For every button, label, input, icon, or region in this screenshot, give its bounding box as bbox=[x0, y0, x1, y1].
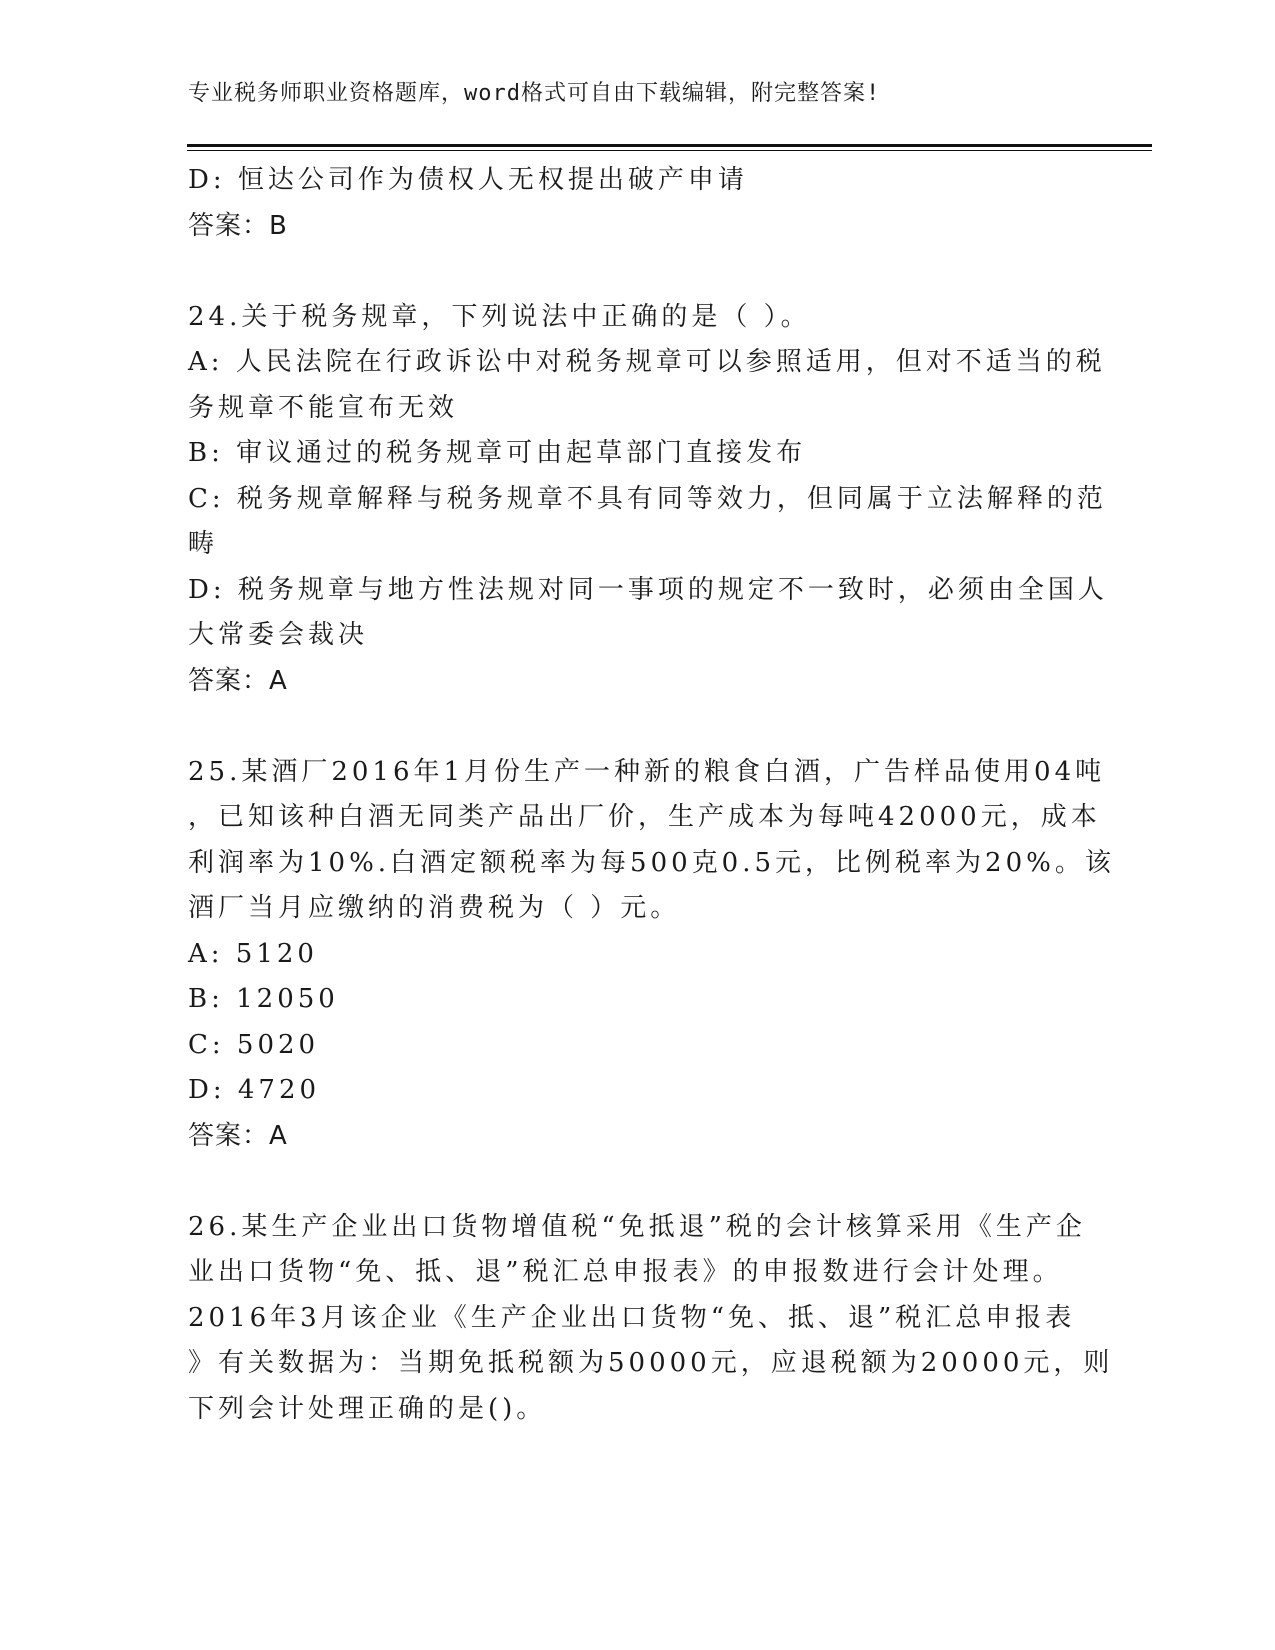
option-b: B: 审议通过的税务规章可由起草部门直接发布 bbox=[188, 438, 807, 468]
question-23-tail bbox=[188, 158, 1078, 249]
question-stem: 25.某酒厂2016年1月份生产一种新的粮食白酒，广告样品使用04吨 bbox=[188, 756, 1106, 787]
question-stem-continued: 》有关数据为：当期免抵税额为50000元，应退税额为20000元，则 bbox=[188, 1348, 1114, 1378]
option-d: D: 税务规章与地方性法规对同一事项的规定不一致时，必须由全国人 bbox=[188, 574, 1108, 605]
document-body bbox=[188, 158, 1115, 1432]
option-c: C: 5020 bbox=[188, 1029, 320, 1060]
header-divider-thin bbox=[187, 150, 1152, 151]
question-stem-continued: 下列会计处理正确的是()。 bbox=[188, 1393, 547, 1424]
question-25 bbox=[188, 750, 1115, 1160]
option-c-continued: 畴 bbox=[188, 529, 219, 559]
option-b: B: 12050 bbox=[188, 984, 339, 1014]
question-stem-continued: ，已知该种白酒无同类产品出厂价，生产成本为每吨42000元，成本 bbox=[188, 802, 1101, 832]
question-stem-continued: 业出口货物“免、抵、退”税汇总申报表》的申报数进行会计处理。 bbox=[188, 1257, 1063, 1287]
question-stem-continued: 利润率为10%.白酒定额税率为每500克0.5元，比例税率为20%。该 bbox=[188, 847, 1115, 878]
question-stem: 24.关于税务规章，下列说法中正确的是（ ）。 bbox=[188, 301, 811, 332]
question-stem: 26.某生产企业出口货物增值税“免抵退”税的会计核算采用《生产企 bbox=[188, 1211, 1086, 1242]
option-d: D: 恒达公司作为债权人无权提出破产申请 bbox=[188, 165, 748, 195]
option-d: D: 4720 bbox=[188, 1075, 321, 1105]
spacer bbox=[188, 704, 1078, 750]
question-stem-continued: 2016年3月该企业《生产企业出口货物“免、抵、退”税汇总申报表 bbox=[188, 1302, 1076, 1333]
answer-line: 答案：A bbox=[188, 665, 288, 696]
option-a: A: 5120 bbox=[188, 938, 318, 969]
option-d-continued: 大常委会裁决 bbox=[188, 620, 369, 650]
page-header: 专业税务师职业资格题库，word格式可自由下载编辑，附完整答案! bbox=[188, 81, 881, 106]
answer-line: 答案：B bbox=[188, 210, 288, 241]
question-stem-continued: 酒厂当月应缴纳的消费税为（ ）元。 bbox=[188, 893, 681, 923]
header-divider-thick bbox=[187, 144, 1152, 147]
spacer bbox=[188, 1159, 1078, 1205]
question-26 bbox=[188, 1205, 1114, 1433]
option-c: C: 税务规章解释与税务规章不具有同等效力，但同属于立法解释的范 bbox=[188, 483, 1107, 514]
option-a: A: 人民法院在行政诉讼中对税务规章可以参照适用，但对不适当的税 bbox=[188, 347, 1106, 377]
option-a-continued: 务规章不能宣布无效 bbox=[188, 392, 459, 423]
question-24 bbox=[188, 295, 1108, 705]
spacer bbox=[188, 249, 1078, 295]
answer-line: 答案：A bbox=[188, 1120, 288, 1151]
